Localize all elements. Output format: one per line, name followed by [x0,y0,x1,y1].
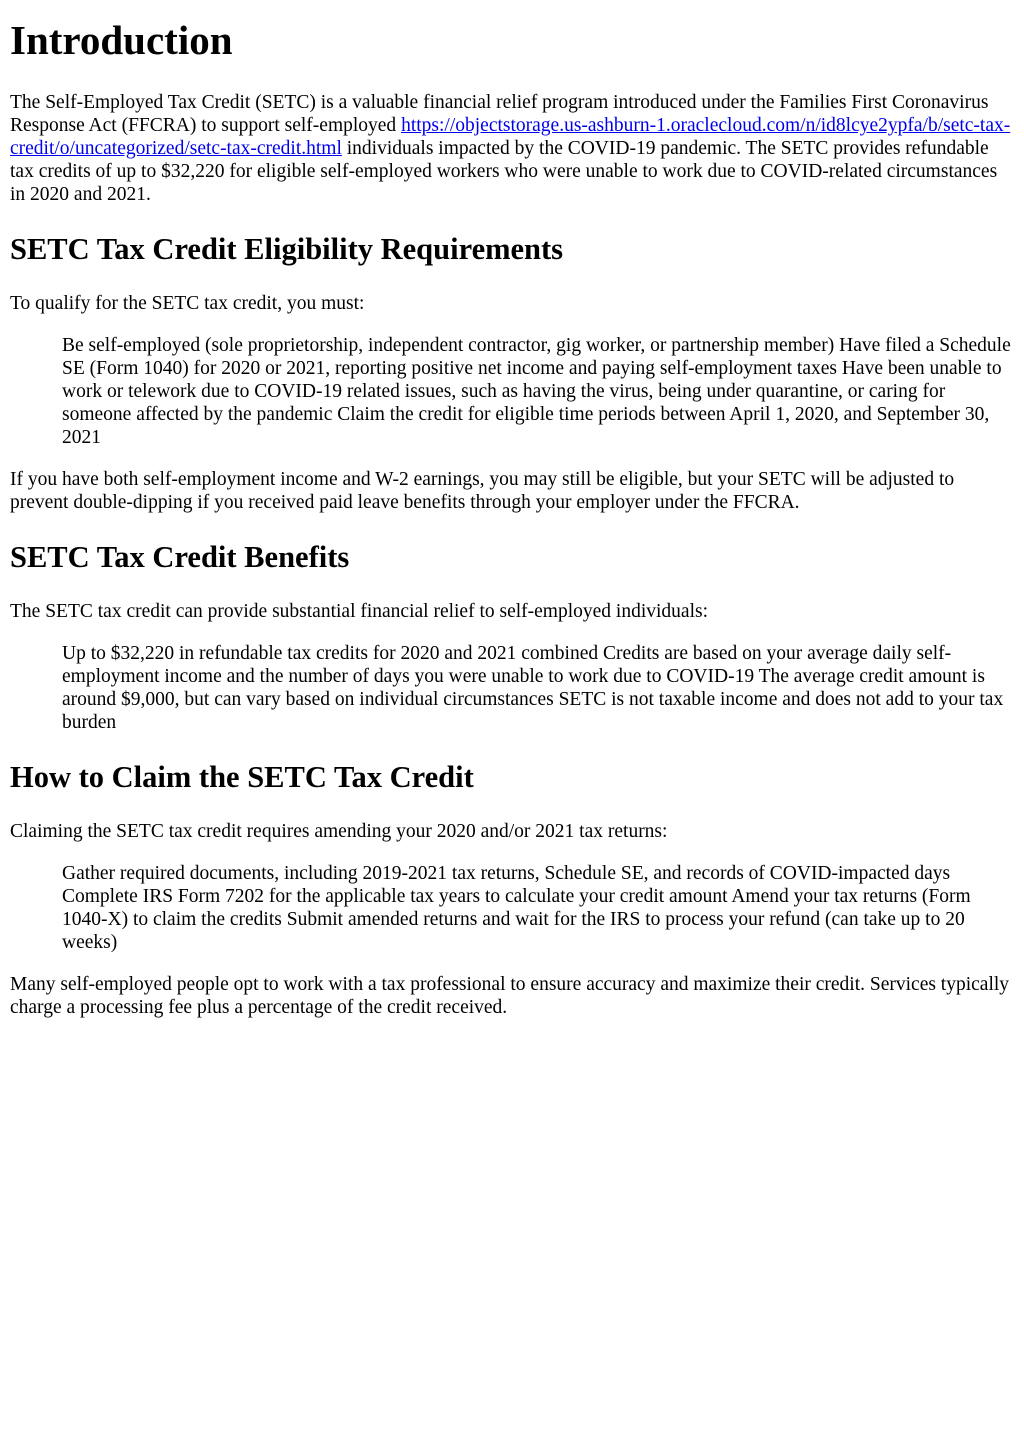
benefits-quote: Up to $32,220 in refundable tax credits for 2020 and 2021 combined Credits are based on your average daily self-employment income and the number of days you were unable to work due to COVID-19 The average credit amount is around $9,000, but can vary based on individual circumstances SETC is not taxable income and does not add to your tax burden [62,643,1004,733]
eligibility-lead: To qualify for the SETC tax credit, you must: [10,293,365,314]
eligibility-note: If you have both self-employment income and W-2 earnings, you may still be eligible, but your SETC will be adjusted to prevent double-dipping if you received paid leave benefits through your employer under the FFCRA. [10,469,955,513]
claim-steps-quote: Gather required documents, including 2019-2021 tax returns, Schedule SE, and records of COVID-impacted days Complete IRS Form 7202 for the applicable tax years to calculate your credit amount Amend your tax returns (Form 1040-X) to claim the credits Submit amended returns and wait for the IRS to process your refund (can take up to 20 weeks) [62,863,971,953]
intro-text-before-link: The Self-Employed Tax Credit (SETC) is a valuable financial relief program introduced under the Families First Coronavirus Response Act (FFCRA) to support self-employed [10,92,989,136]
claim-note: Many self-employed people opt to work with a tax professional to ensure accuracy and maximize their credit. Services typically charge a processing fee plus a percentage of the credit received. [10,974,1010,1018]
claim-heading: How to Claim the SETC Tax Credit [10,760,474,794]
intro-paragraph [10,91,1014,206]
setc-credit-link[interactable]: https://objectstorage.us-ashburn-1.oraclecloud.com/n/id8lcye2ypfa/b/setc-tax-credit/o/uncategorized/setc-tax-credit.html [10,115,1011,159]
benefits-lead: The SETC tax credit can provide substantial financial relief to self-employed individuals: [10,601,709,622]
intro-heading: Introduction [10,17,233,63]
intro-text-after-link: individuals impacted by the COVID-19 pandemic. The SETC provides refundable tax credits of up to $32,220 for eligible self-employed workers who were unable to work due to COVID-related circumstances in 2020 and 2021. [10,138,998,205]
claim-lead: Claiming the SETC tax credit requires amending your 2020 and/or 2021 tax returns: [10,821,668,842]
eligibility-requirements-quote: Be self-employed (sole proprietorship, independent contractor, gig worker, or partnership member) Have filed a Schedule SE (Form 1040) for 2020 or 2021, reporting positive net income and paying self-employment taxes Have been unable to work or telework due to COVID-19 related issues, such as having the virus, being under quarantine, or caring for someone affected by the pandemic Claim the credit for eligible time periods between April 1, 2020, and September 30, 2021 [62,335,1011,448]
eligibility-heading: SETC Tax Credit Eligibility Requirements [10,232,564,266]
benefits-heading: SETC Tax Credit Benefits [10,540,350,574]
